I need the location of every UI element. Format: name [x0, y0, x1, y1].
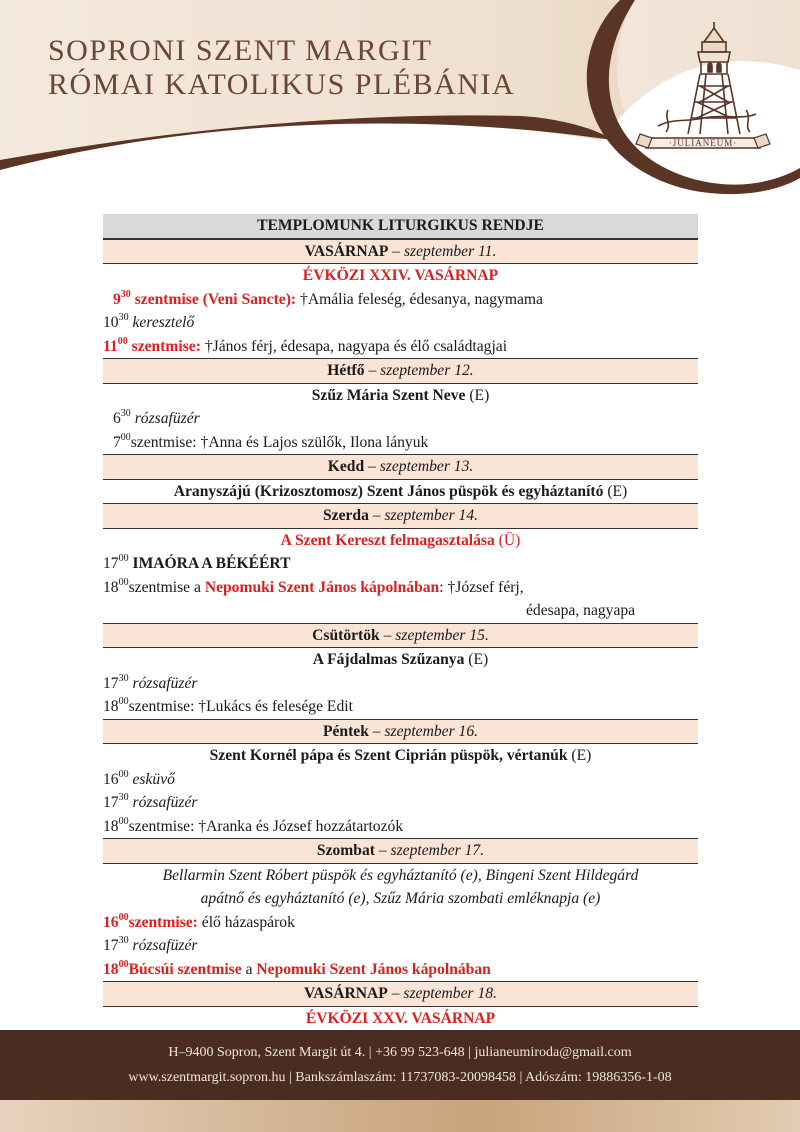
mass-entry	[103, 576, 698, 600]
entry-connector: a	[245, 960, 253, 978]
feast-title	[103, 529, 698, 553]
time-hour: 7	[113, 433, 121, 451]
feast-title	[103, 744, 698, 768]
time-hour: 9	[113, 290, 121, 308]
entry-intention: élő házaspárok	[201, 913, 295, 931]
time-hour: 16	[103, 913, 119, 931]
entry-label: szentmise:	[128, 913, 198, 931]
time-minute: 30	[120, 408, 131, 419]
feast-title	[103, 480, 698, 504]
day-date: – szeptember 15.	[383, 626, 489, 644]
day-header-wednesday	[103, 503, 698, 529]
footer-bank-line: www.szentmargit.sopron.hu | Bankszámlaszám: 11737083-20098458 | Adószám: 19886356-1-08	[128, 1070, 672, 1085]
feast-rank: (E)	[571, 747, 592, 764]
feast-title	[103, 384, 698, 408]
feast-name: A Fájdalmas Szűzanya	[312, 651, 465, 668]
footer-address-line: H–9400 Sopron, Szent Margit út 4. | +36 99 523-648 | julianeumiroda@gmail.com	[168, 1045, 632, 1060]
entry-label: rózsafüzér	[132, 674, 198, 692]
day-date: – szeptember 18.	[391, 985, 497, 1002]
entry-label: esküvő	[132, 770, 175, 788]
day-name: Hétfő	[327, 362, 365, 379]
day-name: Kedd	[327, 458, 365, 475]
logo-text: ·JULIANEUM·	[668, 138, 738, 148]
entry-label: szentmise:	[131, 337, 201, 355]
liturgical-schedule	[103, 214, 698, 1077]
time-minute: 00	[118, 553, 129, 564]
time-minute: 00	[118, 576, 129, 588]
time-minute: 00	[118, 768, 129, 780]
day-header-sunday-18	[103, 981, 698, 1007]
day-name: VASÁRNAP	[304, 985, 388, 1002]
day-name: Csütörtök	[312, 626, 380, 644]
feast-rank: (E)	[468, 651, 489, 668]
entry-intention: †János férj, édesapa, nagyapa és élő családtagjai	[204, 337, 508, 355]
mass-entry	[103, 695, 698, 719]
parish-title	[48, 34, 515, 102]
day-header-sunday-11	[103, 239, 698, 265]
entry-label: szentmise (Veni Sancte):	[134, 290, 297, 308]
day-date: – szeptember 14.	[372, 507, 479, 524]
time-minute: 30	[120, 288, 131, 300]
parish-title-line1: SOPRONI SZENT MARGIT	[48, 34, 433, 67]
entry-intention: †Lukács és felesége Edit	[198, 698, 353, 715]
day-date: – szeptember 12.	[368, 362, 474, 379]
entry-label: szentmise:	[128, 698, 195, 715]
feast-rank: (E)	[607, 482, 628, 500]
time-minute: 30	[118, 935, 129, 946]
day-date: – szeptember 11.	[392, 242, 497, 260]
day-date: – szeptember 17.	[378, 842, 485, 859]
time-minute: 00	[118, 696, 129, 707]
rosary-entry	[103, 791, 698, 815]
day-name: VASÁRNAP	[304, 242, 389, 260]
entry-label: szentmise:	[128, 817, 195, 835]
entry-intention: †Anna és Lajos szülők, Ilona lányuk	[200, 433, 429, 451]
baptism-entry	[103, 311, 698, 335]
julianeum-bell-tower-logo	[628, 14, 778, 164]
entry-label: rózsafüzér	[134, 410, 200, 427]
time-hour: 16	[103, 770, 119, 788]
feast-description-line1: Bellarmin Szent Róbert püspök és egyháztanító (e), Bingeni Szent Hildegárd	[162, 866, 639, 884]
feast-rank: (E)	[469, 386, 490, 404]
feast-name: Szent Kornél pápa és Szent Ciprián püspök, vértanúk	[209, 747, 568, 764]
footer-gold-band	[0, 1100, 800, 1132]
entry-continuation: édesapa, nagyapa	[526, 602, 636, 619]
day-name: Péntek	[322, 722, 369, 740]
mass-entry	[103, 288, 698, 312]
feast-description-line2: apátnő és egyháztanító (e), Szűz Mária szombati emléknapja (e)	[200, 890, 601, 907]
entry-intention: : †József férj,	[439, 578, 524, 596]
prayer-hour-entry	[103, 552, 698, 576]
time-minute: 00	[118, 911, 129, 923]
feast-name: Aranyszájú (Krizosztomosz) Szent János püspök és egyháztanító	[173, 482, 604, 500]
rosary-entry	[103, 407, 698, 431]
time-hour: 18	[103, 578, 119, 596]
time-minute: 30	[118, 792, 129, 803]
rosary-entry	[103, 934, 698, 958]
feast-title: ÉVKÖZI XXV. VASÁRNAP	[305, 1009, 496, 1027]
time-minute: 30	[118, 312, 129, 323]
feast-name: Szűz Mária Szent Neve	[311, 386, 466, 404]
day-name: Szerda	[322, 507, 369, 524]
time-hour: 17	[103, 555, 119, 572]
time-hour: 10	[103, 314, 119, 331]
time-minute: 00	[118, 815, 129, 827]
feast-title	[103, 648, 698, 672]
entry-label: szentmise:	[130, 433, 197, 451]
time-hour: 18	[103, 817, 119, 835]
mass-entry	[103, 431, 698, 455]
contact-footer	[0, 1030, 800, 1100]
parish-title-line2: RÓMAI KATOLIKUS PLÉBÁNIA	[48, 68, 516, 101]
day-header-thursday	[103, 623, 698, 649]
mass-entry	[103, 335, 698, 359]
entry-place: Nepomuki Szent János kápolnában	[256, 960, 491, 978]
entry-label: IMAÓRA A BÉKÉÉRT	[132, 555, 291, 572]
feast-mass-entry	[103, 958, 698, 982]
entry-label: rózsafüzér	[132, 937, 198, 954]
wedding-entry	[103, 768, 698, 792]
entry-label: szentmise a	[128, 578, 201, 596]
feast-rank: (Ü)	[498, 531, 521, 549]
entry-place: Nepomuki Szent János kápolnában	[204, 578, 440, 596]
time-minute: 30	[118, 672, 129, 684]
day-date: – szeptember 16.	[372, 722, 479, 740]
schedule-heading: TEMPLOMUNK LITURGIKUS RENDJE	[103, 214, 698, 239]
time-hour: 17	[103, 674, 119, 692]
time-minute: 00	[120, 431, 131, 443]
day-header-friday	[103, 719, 698, 745]
time-hour: 17	[103, 794, 119, 811]
mass-entry	[103, 911, 698, 935]
entry-intention: †Aranka és József hozzátartozók	[198, 817, 404, 835]
day-name: Szombat	[316, 842, 375, 859]
feast-title: ÉVKÖZI XXIV. VASÁRNAP	[302, 267, 499, 284]
day-header-monday	[103, 358, 698, 384]
entry-label: rózsafüzér	[132, 794, 198, 811]
day-date: – szeptember 13.	[368, 458, 474, 475]
rosary-entry	[103, 672, 698, 696]
entry-intention: †Amália feleség, édesanya, nagymama	[300, 290, 543, 308]
day-header-tuesday	[103, 454, 698, 480]
mass-entry	[103, 815, 698, 839]
day-header-saturday	[103, 838, 698, 864]
time-hour: 18	[103, 960, 119, 978]
time-hour: 18	[103, 698, 119, 715]
feast-name: A Szent Kereszt felmagasztalása	[280, 531, 495, 549]
time-hour: 11	[103, 337, 118, 355]
entry-label: keresztelő	[132, 314, 195, 331]
time-minute: 00	[118, 958, 129, 970]
time-hour: 6	[113, 410, 121, 427]
time-hour: 17	[103, 937, 119, 954]
entry-label: Búcsúi szentmise	[128, 960, 242, 978]
time-minute: 00	[117, 335, 128, 347]
